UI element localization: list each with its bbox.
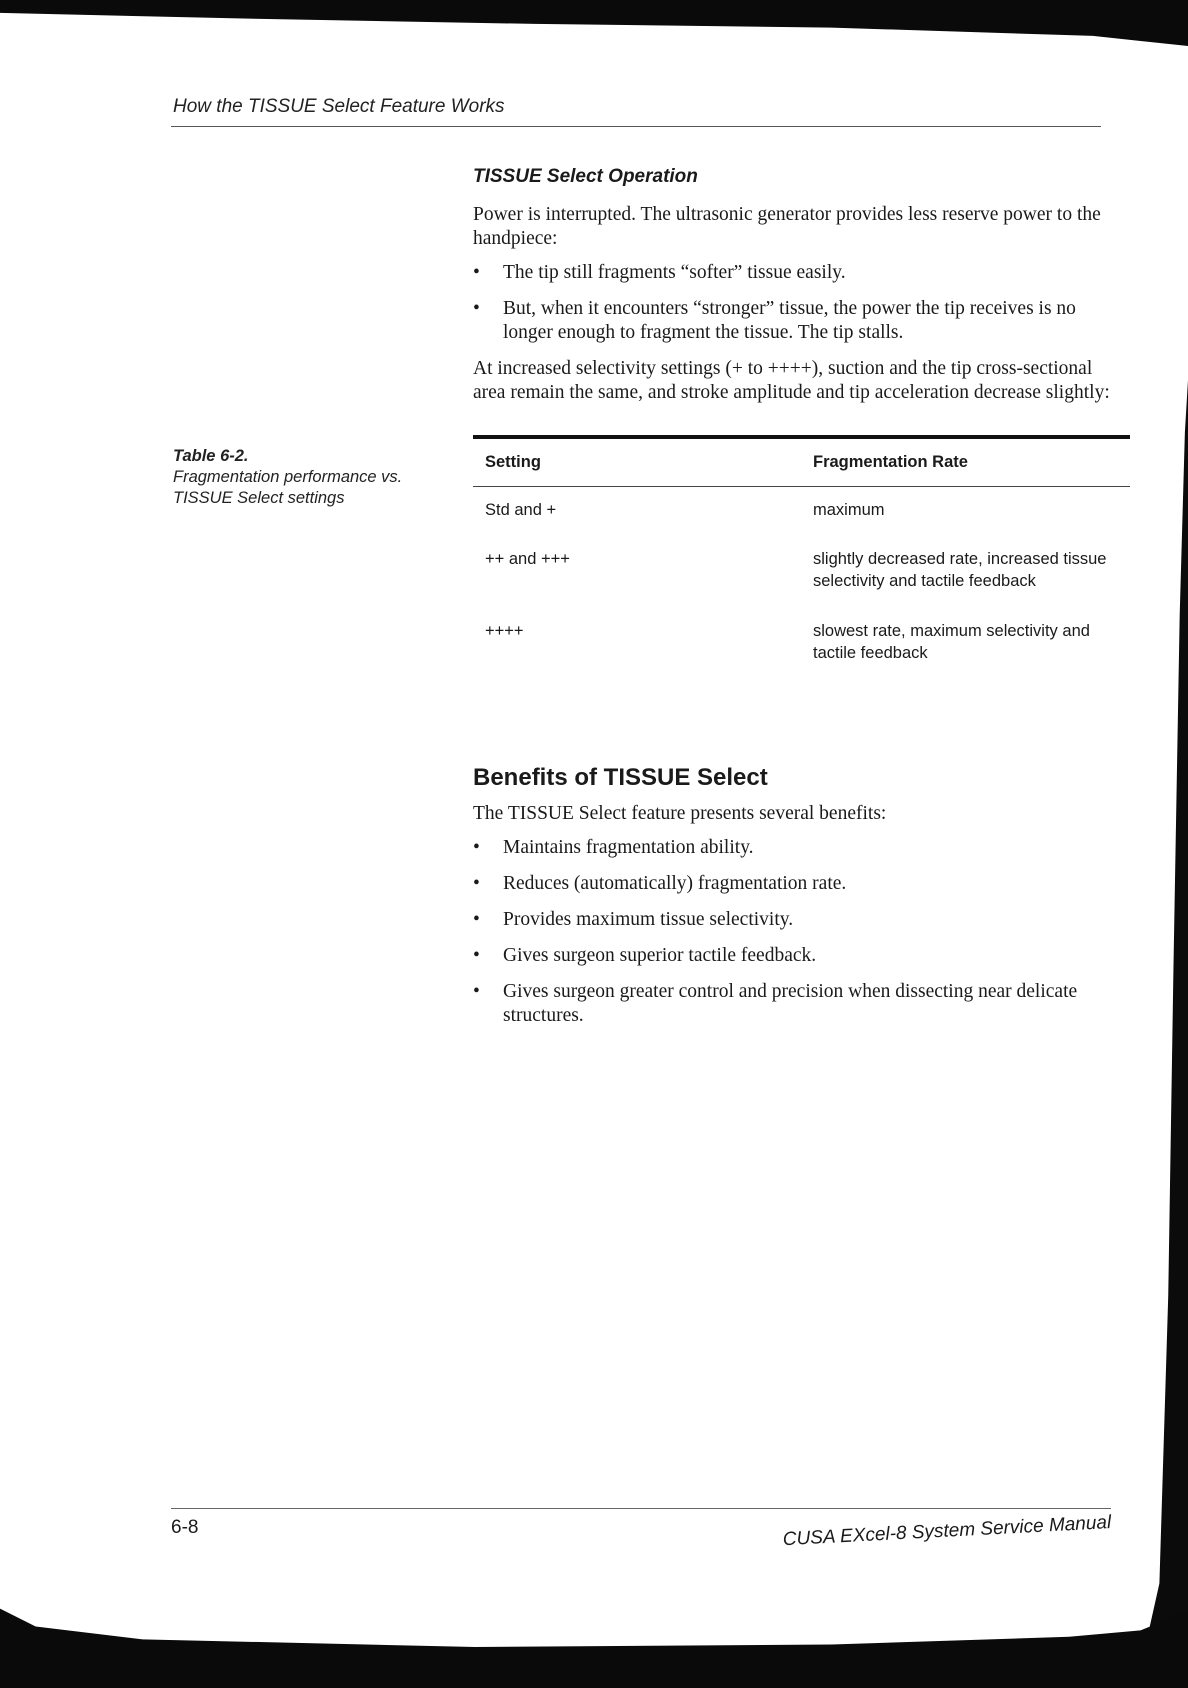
table-cell-rate: slightly decreased rate, increased tissue selectivity and tactile feedback bbox=[813, 550, 1107, 590]
benefits-heading: Benefits of TISSUE Select bbox=[473, 764, 768, 791]
table-header-row bbox=[473, 439, 1130, 487]
table-cell-setting: Std and + bbox=[485, 501, 557, 519]
scan-edge-top bbox=[0, 0, 1188, 46]
list-item: • Gives surgeon greater control and precision when dissecting near delicate structures. bbox=[473, 980, 1127, 1028]
table-cell-rate: maximum bbox=[813, 501, 885, 519]
operation-bullets bbox=[473, 261, 1127, 345]
benefits-section bbox=[473, 766, 1127, 1040]
table-cell-setting: ++ and +++ bbox=[485, 550, 570, 568]
table-caption-line1: Fragmentation performance vs. bbox=[173, 468, 403, 486]
operation-heading: TISSUE Select Operation bbox=[473, 166, 698, 187]
header-rule bbox=[171, 126, 1101, 127]
running-head: How the TISSUE Select Feature Works bbox=[173, 96, 505, 117]
table-caption bbox=[173, 446, 433, 509]
table-row bbox=[473, 592, 1130, 664]
manual-title: CUSA EXcel-8 System Service Manual bbox=[782, 1512, 1112, 1551]
scan-edge-bottom bbox=[0, 1560, 1188, 1688]
table-row bbox=[473, 521, 1130, 592]
header-setting: Setting bbox=[485, 453, 541, 471]
benefits-intro: The TISSUE Select feature presents several benefits: bbox=[473, 803, 887, 824]
table-caption-line2: TISSUE Select settings bbox=[173, 489, 345, 507]
list-item: • But, when it encounters “stronger” tissue, the power the tip receives is no longer enough to fragment the tissue. The tip stalls. bbox=[473, 297, 1127, 345]
list-item: • Maintains fragmentation ability. bbox=[473, 836, 1127, 860]
footer-rule bbox=[171, 1508, 1111, 1509]
benefits-bullets bbox=[473, 836, 1127, 1028]
header-rate: Fragmentation Rate bbox=[813, 453, 968, 471]
operation-after: At increased selectivity settings (+ to ++++), suction and the tip cross-sectional area remain the same, and stroke amplitude and tip acceleration decrease slightly: bbox=[473, 358, 1110, 403]
fragmentation-table bbox=[473, 435, 1130, 664]
list-item: • The tip still fragments “softer” tissue easily. bbox=[473, 261, 1127, 285]
table-cell-setting: ++++ bbox=[485, 622, 524, 640]
list-item: • Reduces (automatically) fragmentation rate. bbox=[473, 872, 1127, 896]
list-item: • Gives surgeon superior tactile feedback. bbox=[473, 944, 1127, 968]
scan-edge-right bbox=[1136, 380, 1188, 1688]
table-caption-number: Table 6-2. bbox=[173, 447, 249, 465]
table-cell-rate: slowest rate, maximum selectivity and tactile feedback bbox=[813, 622, 1090, 662]
operation-section bbox=[473, 165, 1127, 664]
operation-intro: Power is interrupted. The ultrasonic generator provides less reserve power to the handpiece: bbox=[473, 204, 1101, 249]
table-row bbox=[473, 487, 1130, 521]
page-number: 6-8 bbox=[171, 1517, 199, 1538]
list-item: • Provides maximum tissue selectivity. bbox=[473, 908, 1127, 932]
